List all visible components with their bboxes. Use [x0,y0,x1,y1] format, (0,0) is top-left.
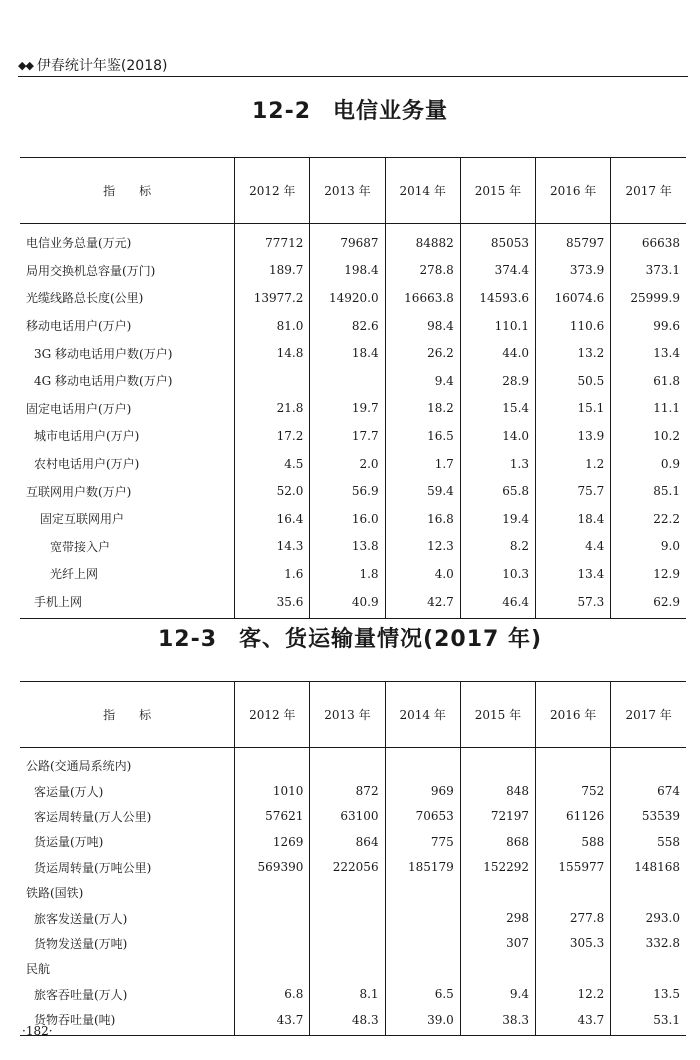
cell-value: 2.0 [310,450,385,478]
cell-value: 9.4 [460,982,535,1007]
cell-value: 98.4 [385,312,460,340]
row-label: 公路(交通局系统内) [26,759,132,774]
cell-value: 0.9 [611,450,686,478]
table-row [20,450,686,478]
cell-value: 13.9 [536,422,611,450]
cell-value [310,931,385,956]
cell-value: 189.7 [235,257,310,285]
cell-value: 9.4 [385,367,460,395]
cell-value: 775 [385,829,460,854]
cell-value: 14.3 [235,533,310,561]
cell-value: 85053 [460,224,535,257]
cell-value: 110.1 [460,312,535,340]
cell-value [536,880,611,905]
cell-value: 1.2 [536,450,611,478]
table-row [20,931,686,956]
row-label: 货物发送量(万吨) [34,936,128,951]
cell-value: 305.3 [536,931,611,956]
cell-value: 52.0 [235,477,310,505]
cell-value: 1269 [235,829,310,854]
table-number: 12-2 [251,99,312,124]
cell-value: 17.2 [235,422,310,450]
header-indicator: 指 标 [20,682,235,748]
cell-value [235,880,310,905]
row-label: 3G 移动电话用户数(万户) [34,346,173,361]
header-year: 2016 年 [536,682,611,748]
cell-value [385,880,460,905]
cell-value: 19.4 [460,505,535,533]
cell-value: 53.1 [611,1007,686,1036]
table-number: 12-3 [157,627,218,652]
cell-value [611,748,686,779]
cell-value: 62.9 [611,588,686,619]
cell-value: 99.6 [611,312,686,340]
cell-value: 17.7 [310,422,385,450]
row-label: 4G 移动电话用户数(万户) [34,374,173,389]
diamond-icons: ◆◆ [18,58,33,72]
table-row [20,395,686,423]
yearbook-title: 伊春统计年鉴(2018) [36,58,168,74]
header-rule [18,76,688,77]
cell-value: 148168 [611,855,686,880]
cell-value: 332.8 [611,931,686,956]
header-year: 2015 年 [460,682,535,748]
cell-value: 13977.2 [235,284,310,312]
cell-value: 4.4 [536,533,611,561]
table-row [20,505,686,533]
table-row [20,829,686,854]
table-row [20,533,686,561]
cell-value: 848 [460,778,535,803]
cell-value [310,880,385,905]
cell-value: 40.9 [310,588,385,619]
cell-value [235,956,310,981]
row-label: 电信业务总量(万元) [26,236,132,251]
cell-value: 18.2 [385,395,460,423]
cell-value: 298 [460,905,535,930]
cell-value [536,748,611,779]
row-label: 固定电话用户(万户) [26,401,132,416]
cell-value: 65.8 [460,477,535,505]
cell-value: 19.7 [310,395,385,423]
table-row [20,748,686,779]
header-year: 2014 年 [385,158,460,224]
cell-value: 16.0 [310,505,385,533]
row-label: 货物吞吐量(吨) [20,1007,235,1036]
header-year: 2013 年 [310,158,385,224]
table-row [20,804,686,829]
cell-value: 1.3 [460,450,535,478]
cell-value [310,367,385,395]
row-label: 手机上网 [20,588,235,619]
cell-value: 293.0 [611,905,686,930]
cell-value: 44.0 [460,339,535,367]
table-row [20,588,686,619]
cell-value: 4.0 [385,560,460,588]
cell-value: 14920.0 [310,284,385,312]
cell-value: 12.3 [385,533,460,561]
cell-value [310,905,385,930]
cell-value [536,956,611,981]
row-label: 客运量(万人) [34,784,104,799]
cell-value: 10.2 [611,422,686,450]
cell-value: 82.6 [310,312,385,340]
header-year: 2014 年 [385,682,460,748]
cell-value: 43.7 [536,1007,611,1036]
table-title-text: 电信业务量 [333,99,449,124]
cell-value: 63100 [310,804,385,829]
row-label: 旅客吞吐量(万人) [34,987,128,1002]
cell-value: 16074.6 [536,284,611,312]
table-row [20,982,686,1007]
cell-value: 1.7 [385,450,460,478]
cell-value [460,956,535,981]
row-label: 局用交换机总容量(万门) [26,263,156,278]
cell-value: 70653 [385,804,460,829]
cell-value: 198.4 [310,257,385,285]
cell-value: 872 [310,778,385,803]
cell-value: 18.4 [536,505,611,533]
table-row [20,855,686,880]
cell-value: 588 [536,829,611,854]
cell-value: 25999.9 [611,284,686,312]
cell-value: 26.2 [385,339,460,367]
row-label: 铁路(国铁) [26,886,84,901]
cell-value: 12.2 [536,982,611,1007]
cell-value: 1.8 [310,560,385,588]
cell-value: 277.8 [536,905,611,930]
table-row [20,339,686,367]
cell-value: 110.6 [536,312,611,340]
cell-value: 278.8 [385,257,460,285]
header-year: 2012 年 [235,158,310,224]
cell-value: 84882 [385,224,460,257]
cell-value: 969 [385,778,460,803]
table-row [20,905,686,930]
table-row [20,284,686,312]
cell-value [235,748,310,779]
cell-value: 18.4 [310,339,385,367]
table-row [20,778,686,803]
header-indicator: 指 标 [20,158,235,224]
cell-value: 13.4 [536,560,611,588]
table-row [20,880,686,905]
cell-value: 61.8 [611,367,686,395]
header-year: 2013 年 [310,682,385,748]
cell-value: 1010 [235,778,310,803]
header-year: 2016 年 [536,158,611,224]
cell-value: 39.0 [385,1007,460,1036]
cell-value: 15.1 [536,395,611,423]
header-year: 2015 年 [460,158,535,224]
header-year: 2017 年 [611,158,686,224]
cell-value: 16663.8 [385,284,460,312]
cell-value: 569390 [235,855,310,880]
row-label: 互联网用户数(万户) [26,484,132,499]
cell-value: 14.0 [460,422,535,450]
cell-value [310,748,385,779]
cell-value: 674 [611,778,686,803]
cell-value: 57.3 [536,588,611,619]
cell-value: 21.8 [235,395,310,423]
cell-value: 50.5 [536,367,611,395]
cell-value [611,880,686,905]
row-label: 光缆线路总长度(公里) [26,291,144,306]
header-year: 2012 年 [235,682,310,748]
cell-value [385,905,460,930]
table-row [20,312,686,340]
cell-value [385,931,460,956]
cell-value: 864 [310,829,385,854]
table-row [20,956,686,981]
cell-value: 6.8 [235,982,310,1007]
cell-value: 13.4 [611,339,686,367]
cell-value [611,956,686,981]
row-label: 货运周转量(万吨公里) [34,860,152,875]
running-head [18,55,690,75]
row-label: 固定互联网用户 [40,512,125,527]
table-row [20,422,686,450]
cell-value: 72197 [460,804,535,829]
cell-value: 46.4 [460,588,535,619]
telecom-table [20,157,686,619]
cell-value: 4.5 [235,450,310,478]
cell-value: 10.3 [460,560,535,588]
table-header-row [20,682,686,748]
cell-value: 75.7 [536,477,611,505]
cell-value: 15.4 [460,395,535,423]
row-label: 货运量(万吨) [34,835,104,850]
row-label: 移动电话用户(万户) [26,319,132,334]
table-12-2-title [0,94,700,125]
cell-value: 85.1 [611,477,686,505]
cell-value: 13.8 [310,533,385,561]
header-year: 2017 年 [611,682,686,748]
table-row [20,367,686,395]
cell-value: 155977 [536,855,611,880]
cell-value: 85797 [536,224,611,257]
cell-value: 38.3 [460,1007,535,1036]
cell-value: 152292 [460,855,535,880]
table-header-row [20,158,686,224]
table-12-3-title [0,622,700,653]
cell-value: 14.8 [235,339,310,367]
cell-value [460,748,535,779]
cell-value: 28.9 [460,367,535,395]
cell-value: 13.2 [536,339,611,367]
cell-value: 57621 [235,804,310,829]
table-row [20,257,686,285]
cell-value: 77712 [235,224,310,257]
cell-value: 9.0 [611,533,686,561]
cell-value: 8.1 [310,982,385,1007]
cell-value: 222056 [310,855,385,880]
cell-value [460,880,535,905]
cell-value: 14593.6 [460,284,535,312]
cell-value: 16.5 [385,422,460,450]
row-label: 旅客发送量(万人) [34,911,128,926]
cell-value: 374.4 [460,257,535,285]
cell-value: 373.1 [611,257,686,285]
cell-value: 16.4 [235,505,310,533]
cell-value: 81.0 [235,312,310,340]
cell-value: 1.6 [235,560,310,588]
row-label: 城市电话用户(万户) [34,429,140,444]
table-row [20,1007,686,1036]
row-label: 客运周转量(万人公里) [34,809,152,824]
cell-value: 12.9 [611,560,686,588]
cell-value: 56.9 [310,477,385,505]
cell-value: 42.7 [385,588,460,619]
table-row [20,560,686,588]
cell-value: 373.9 [536,257,611,285]
cell-value [235,905,310,930]
cell-value: 558 [611,829,686,854]
table-title-text: 客、货运输量情况(2017 年) [239,627,543,652]
cell-value: 185179 [385,855,460,880]
table-row [20,477,686,505]
row-label: 宽带接入户 [50,539,111,554]
row-label: 民航 [26,962,51,977]
row-label: 农村电话用户(万户) [34,457,140,472]
table-row [20,224,686,257]
cell-value: 53539 [611,804,686,829]
cell-value: 79687 [310,224,385,257]
cell-value: 22.2 [611,505,686,533]
cell-value [235,931,310,956]
cell-value: 752 [536,778,611,803]
cell-value [385,956,460,981]
cell-value: 66638 [611,224,686,257]
transport-table [20,681,686,1036]
cell-value: 61126 [536,804,611,829]
cell-value [310,956,385,981]
cell-value: 307 [460,931,535,956]
cell-value: 6.5 [385,982,460,1007]
cell-value: 43.7 [235,1007,310,1036]
cell-value [235,367,310,395]
cell-value: 8.2 [460,533,535,561]
cell-value: 59.4 [385,477,460,505]
cell-value: 13.5 [611,982,686,1007]
cell-value: 48.3 [310,1007,385,1036]
page-number: ·182· [22,1024,53,1038]
cell-value: 11.1 [611,395,686,423]
row-label: 光纤上网 [50,567,99,582]
cell-value: 16.8 [385,505,460,533]
cell-value [385,748,460,779]
cell-value: 35.6 [235,588,310,619]
cell-value: 868 [460,829,535,854]
